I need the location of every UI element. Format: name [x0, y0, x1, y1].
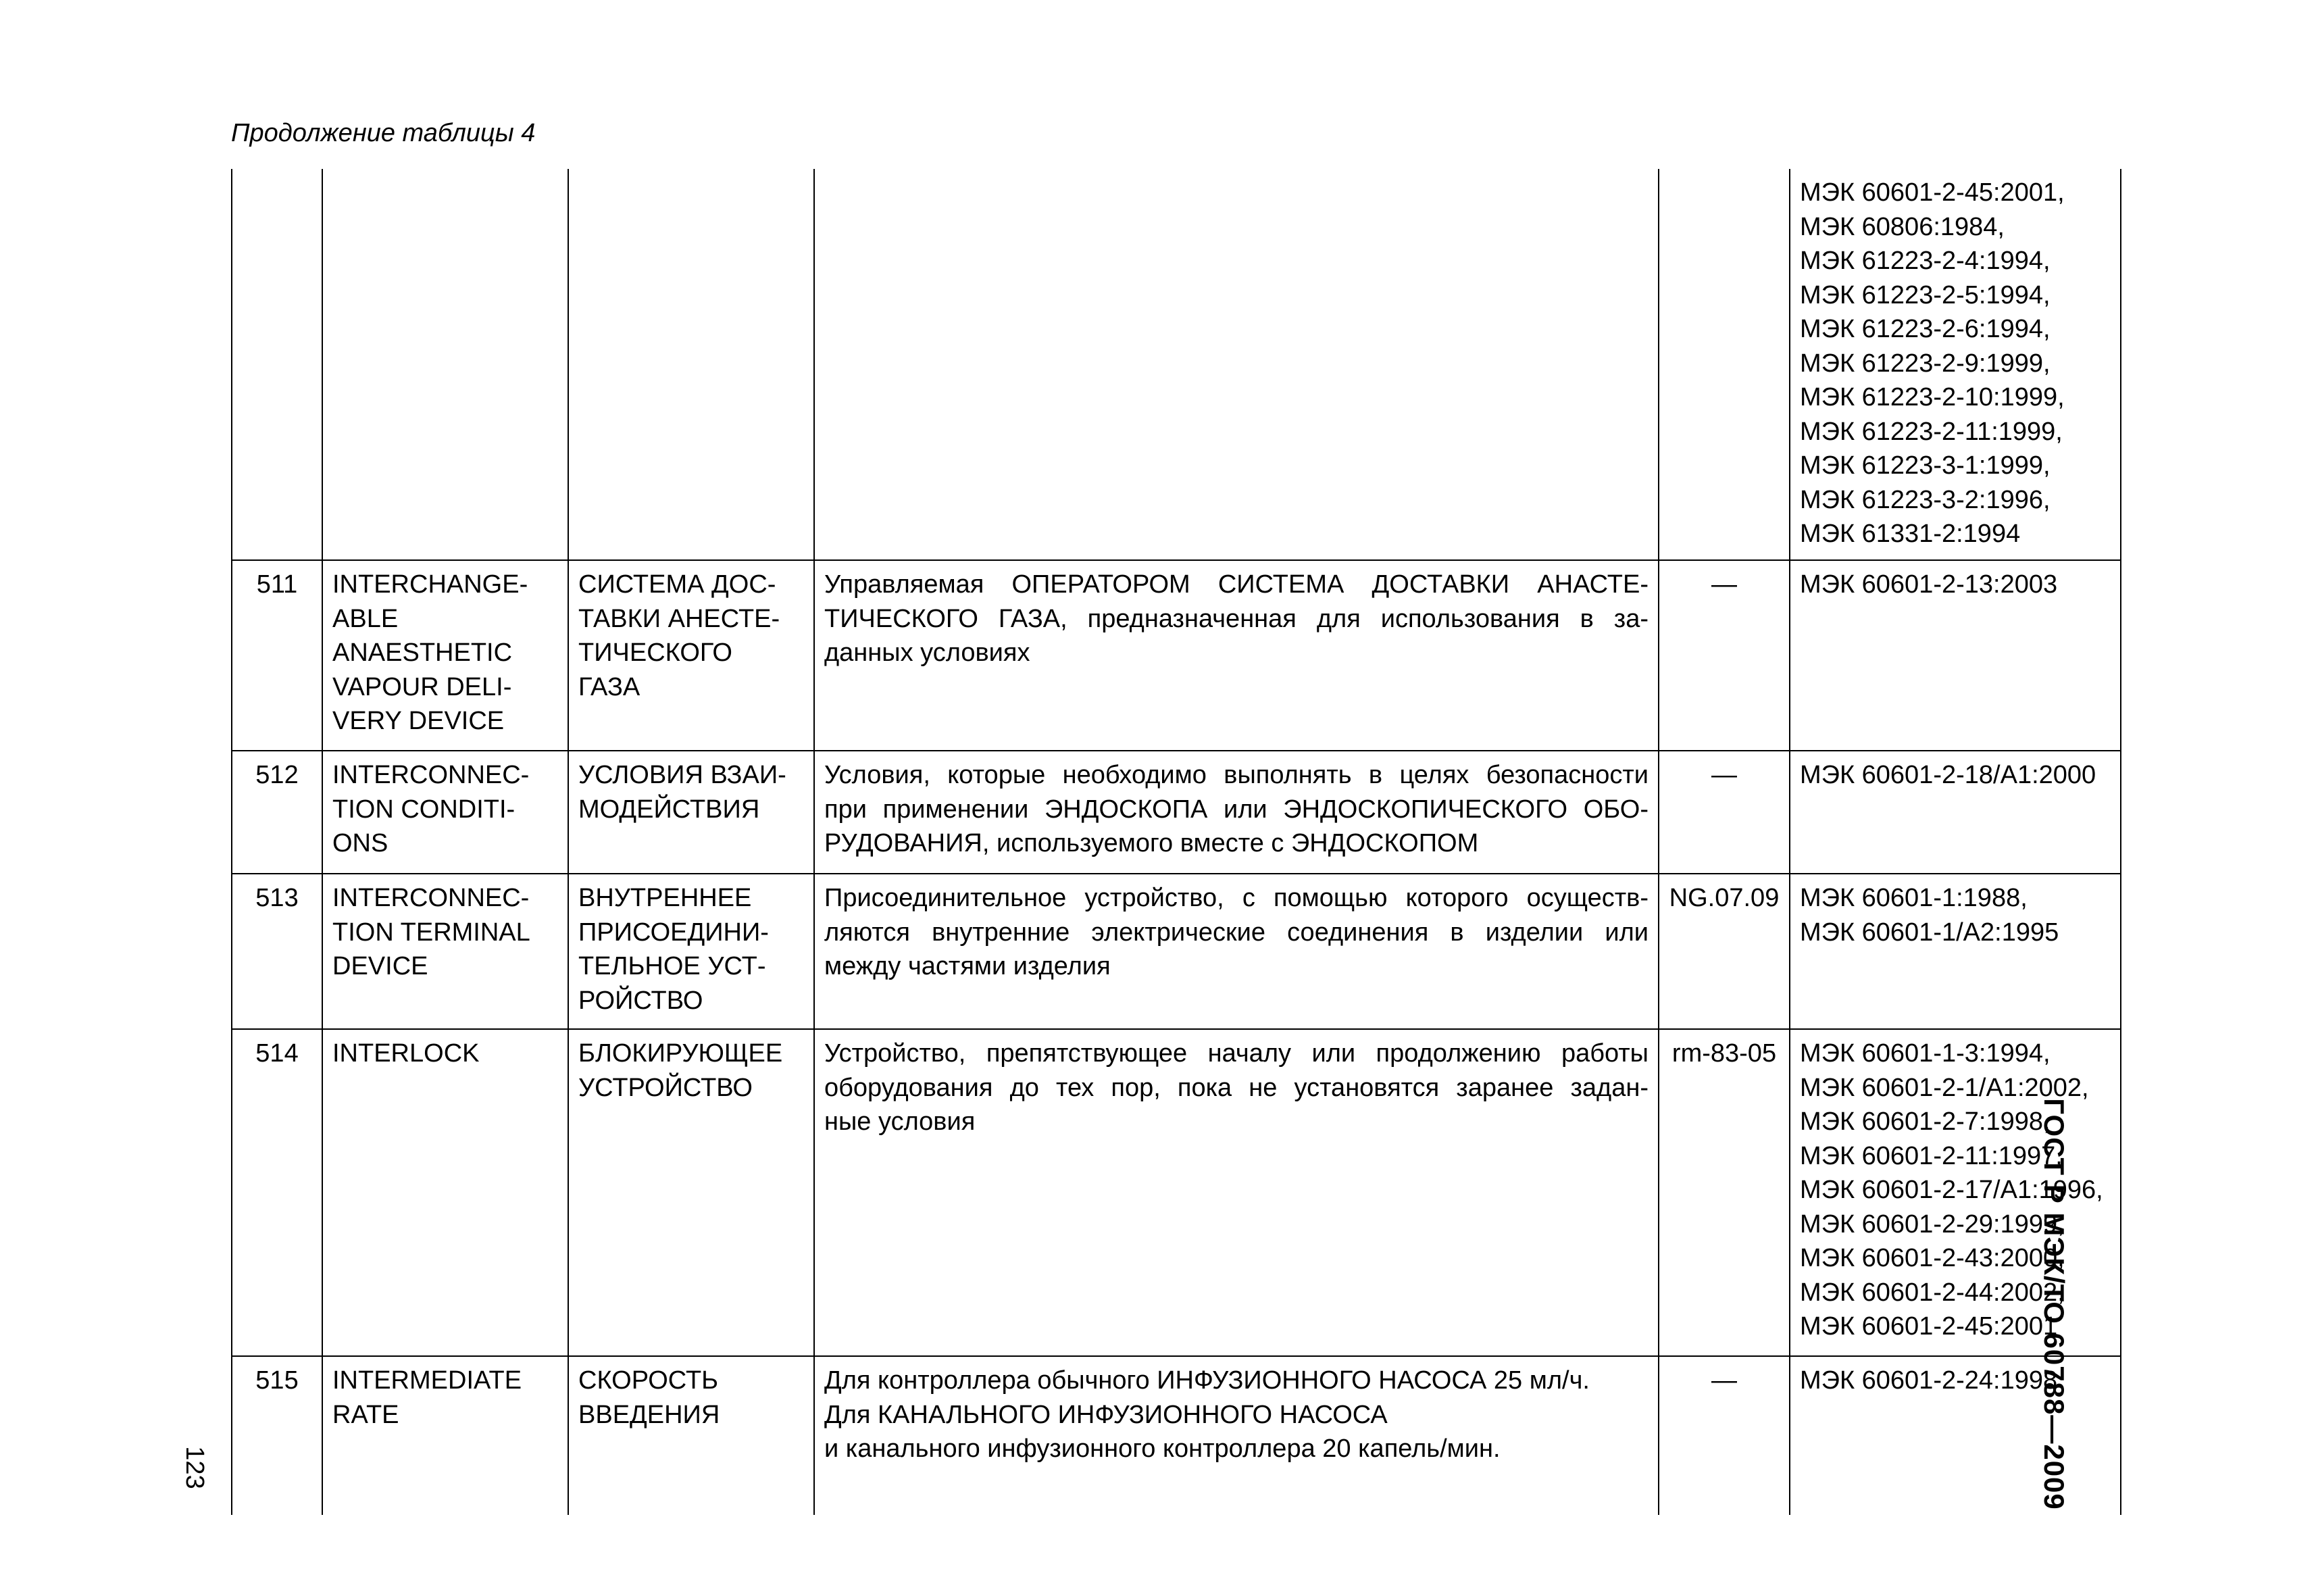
- russian-term-cell: [568, 169, 814, 560]
- definition-line: Управляемая ОПЕРАТОРОМ СИСТЕМА ДОСТАВКИ АНАСТЕ-: [824, 570, 1649, 599]
- english-term-line: ONS: [332, 829, 388, 857]
- standards-references-line: МЭК 61223-2-10:1999,: [1800, 383, 2065, 412]
- standards-references-line: МЭК 60601-2-24:1998: [1800, 1366, 2058, 1395]
- definition-line: Для контроллера обычного ИНФУЗИОННОГО НАСОСА 25 мл/ч.: [824, 1366, 1590, 1395]
- terms-table-body: [232, 169, 2121, 1515]
- russian-term-cell: [568, 874, 814, 1029]
- table-caption: Продолжение таблицы 4: [231, 119, 536, 147]
- term-number-cell: [232, 1356, 322, 1515]
- standard-designation: ГОСТ Р МЭК/ТО 60788—2009: [2038, 1098, 2070, 1510]
- definition-line: Условия, которые необходимо выполнять в целях безопасности: [824, 761, 1649, 789]
- standards-references-line: МЭК 60806:1984,: [1800, 212, 2005, 241]
- russian-term-line: СКОРОСТЬ: [578, 1366, 719, 1395]
- term-number-cell: [232, 1029, 322, 1356]
- english-term-line: RATE: [332, 1400, 399, 1429]
- standards-references-line: МЭК 60601-2-17/A1:1996,: [1800, 1176, 2103, 1204]
- definition-cell: [814, 874, 1659, 1029]
- iec-code-text: —: [1711, 1366, 1737, 1395]
- russian-term-line: СИСТЕМА ДОС-: [578, 570, 776, 599]
- iec-code-cell: [1659, 169, 1790, 560]
- english-term-cell: [322, 1029, 568, 1356]
- standards-references-line: МЭК 60601-2-44:2002,: [1800, 1278, 2065, 1307]
- definition-line: между частями изделия: [824, 952, 1111, 980]
- page-number: 123: [180, 1446, 209, 1489]
- russian-term-cell: [568, 1356, 814, 1515]
- standards-references-line: МЭК 61223-2-6:1994,: [1800, 315, 2051, 343]
- standards-references-line: МЭК 60601-2-45:2001,: [1800, 178, 2065, 207]
- english-term-line: INTERLOCK: [332, 1039, 480, 1068]
- standards-references-cell: [1790, 169, 2121, 560]
- standards-references-line: МЭК 61223-3-1:1999,: [1800, 451, 2051, 480]
- definition-line: ляются внутренние электрические соединения в изделии или: [824, 918, 1649, 947]
- term-number-text: 514: [255, 1039, 299, 1068]
- russian-term-line: УСТРОЙСТВО: [578, 1073, 753, 1102]
- english-term-cell: [322, 560, 568, 751]
- iec-code-cell: [1659, 1029, 1790, 1356]
- russian-term-line: ТАВКИ АНЕСТЕ-: [578, 604, 780, 633]
- term-number-text: 515: [255, 1366, 299, 1395]
- english-term-cell: [322, 874, 568, 1029]
- definition-line: данных условиях: [824, 639, 1030, 667]
- russian-term-line: УСЛОВИЯ ВЗАИ-: [578, 761, 786, 789]
- english-term-line: INTERCONNEC-: [332, 761, 530, 789]
- standards-references-line: МЭК 61223-2-5:1994,: [1800, 280, 2051, 309]
- russian-term-line: РОЙСТВО: [578, 986, 703, 1015]
- english-term-line: INTERCHANGE-: [332, 570, 528, 599]
- table-row: [232, 1356, 2121, 1515]
- definition-line: Для КАНАЛЬНОГО ИНФУЗИОННОГО НАСОСА: [824, 1400, 1388, 1429]
- definition-line: Устройство, препятствующее началу или продолжению работы: [824, 1039, 1649, 1068]
- russian-term-line: ВНУТРЕННЕЕ: [578, 884, 752, 912]
- russian-term-line: ТЕЛЬНОЕ УСТ-: [578, 952, 766, 980]
- english-term-line: DEVICE: [332, 952, 428, 980]
- standards-references-line: МЭК 60601-2-13:2003: [1800, 570, 2058, 599]
- english-term-cell: [322, 169, 568, 560]
- russian-term-cell: [568, 1029, 814, 1356]
- russian-term-line: БЛОКИРУЮЩЕЕ: [578, 1039, 783, 1068]
- russian-term-cell: [568, 560, 814, 751]
- russian-term-cell: [568, 751, 814, 874]
- english-term-line: TION TERMINAL: [332, 918, 530, 947]
- term-number-text: 512: [255, 761, 299, 789]
- definition-line: Присоединительное устройство, с помощью которого осуществ-: [824, 884, 1649, 912]
- iec-code-text: —: [1711, 570, 1737, 599]
- iec-code-cell: [1659, 874, 1790, 1029]
- definition-line: ТИЧЕСКОГО ГАЗА, предназначенная для использования в за-: [824, 604, 1649, 633]
- term-number-cell: [232, 560, 322, 751]
- term-number-text: 513: [255, 884, 299, 912]
- standards-references-line: МЭК 60601-2-7:1998,: [1800, 1107, 2051, 1136]
- standards-references-line: МЭК 60601-2-18/A1:2000: [1800, 761, 2096, 789]
- term-number-text: 511: [256, 570, 298, 599]
- table-row: [232, 169, 2121, 560]
- english-term-line: INTERMEDIATE: [332, 1366, 522, 1395]
- standards-references-line: МЭК 60601-2-1/A1:2002,: [1800, 1073, 2089, 1102]
- definition-line: при применении ЭНДОСКОПА или ЭНДОСКОПИЧЕСКОГО ОБО-: [824, 795, 1649, 824]
- definition-cell: [814, 1029, 1659, 1356]
- english-term-line: TION CONDITI-: [332, 795, 515, 824]
- standards-references-cell: [1790, 751, 2121, 874]
- term-number-cell: [232, 169, 322, 560]
- iec-code-text: NG.07.09: [1669, 884, 1780, 912]
- russian-term-line: ГАЗА: [578, 672, 640, 701]
- standards-references-line: МЭК 61223-2-4:1994,: [1800, 247, 2051, 275]
- english-term-line: ANAESTHETIC: [332, 639, 513, 667]
- standards-references-cell: [1790, 874, 2121, 1029]
- standards-references-line: МЭК 60601-2-45:2001: [1800, 1312, 2058, 1341]
- russian-term-line: ТИЧЕСКОГО: [578, 639, 732, 667]
- standards-references-line: МЭК 60601-2-43:2000,: [1800, 1244, 2065, 1272]
- standards-references-line: МЭК 60601-1:1988,: [1800, 884, 2028, 912]
- definition-line: ные условия: [824, 1107, 976, 1136]
- english-term-line: ABLE: [332, 604, 399, 633]
- definition-line: и канального инфузионного контроллера 20 капель/мин.: [824, 1435, 1501, 1463]
- standards-references-line: МЭК 60601-2-11:1997,: [1800, 1141, 2063, 1170]
- standards-references-line: МЭК 61331-2:1994: [1800, 520, 2021, 548]
- definition-cell: [814, 560, 1659, 751]
- iec-code-text: rm-83-05: [1671, 1039, 1777, 1068]
- russian-term-line: ВВЕДЕНИЯ: [578, 1400, 720, 1429]
- standards-references-cell: [1790, 560, 2121, 751]
- table-row: [232, 1029, 2121, 1356]
- definition-cell: [814, 751, 1659, 874]
- standards-references-line: МЭК 61223-2-11:1999,: [1800, 417, 2063, 446]
- table-border-tail: [231, 1487, 232, 1501]
- definition-line: оборудования до тех пор, пока не установятся заранее задан-: [824, 1073, 1649, 1102]
- standards-references-line: МЭК 60601-2-29:1999,: [1800, 1210, 2065, 1239]
- definition-line: РУДОВАНИЯ, используемого вместе с ЭНДОСКОПОМ: [824, 829, 1479, 857]
- english-term-cell: [322, 751, 568, 874]
- definition-cell: [814, 1356, 1659, 1515]
- english-term-line: VAPOUR DELI-: [332, 672, 512, 701]
- term-number-cell: [232, 874, 322, 1029]
- standards-references-line: МЭК 60601-1/A2:1995: [1800, 918, 2059, 947]
- iec-code-cell: [1659, 751, 1790, 874]
- definition-cell: [814, 169, 1659, 560]
- english-term-line: INTERCONNEC-: [332, 884, 530, 912]
- russian-term-line: ПРИСОЕДИНИ-: [578, 918, 769, 947]
- term-number-cell: [232, 751, 322, 874]
- english-term-line: VERY DEVICE: [332, 707, 505, 735]
- table-row: [232, 874, 2121, 1029]
- standards-references-line: МЭК 60601-1-3:1994,: [1800, 1039, 2051, 1068]
- iec-code-cell: [1659, 1356, 1790, 1515]
- iec-code-cell: [1659, 560, 1790, 751]
- table-row: [232, 751, 2121, 874]
- table-row: [232, 560, 2121, 751]
- standards-references-line: МЭК 61223-3-2:1996,: [1800, 485, 2051, 514]
- russian-term-line: МОДЕЙСТВИЯ: [578, 795, 760, 824]
- terms-table: [231, 169, 2121, 1515]
- iec-code-text: —: [1711, 761, 1737, 789]
- standards-references-line: МЭК 61223-2-9:1999,: [1800, 349, 2051, 378]
- english-term-cell: [322, 1356, 568, 1515]
